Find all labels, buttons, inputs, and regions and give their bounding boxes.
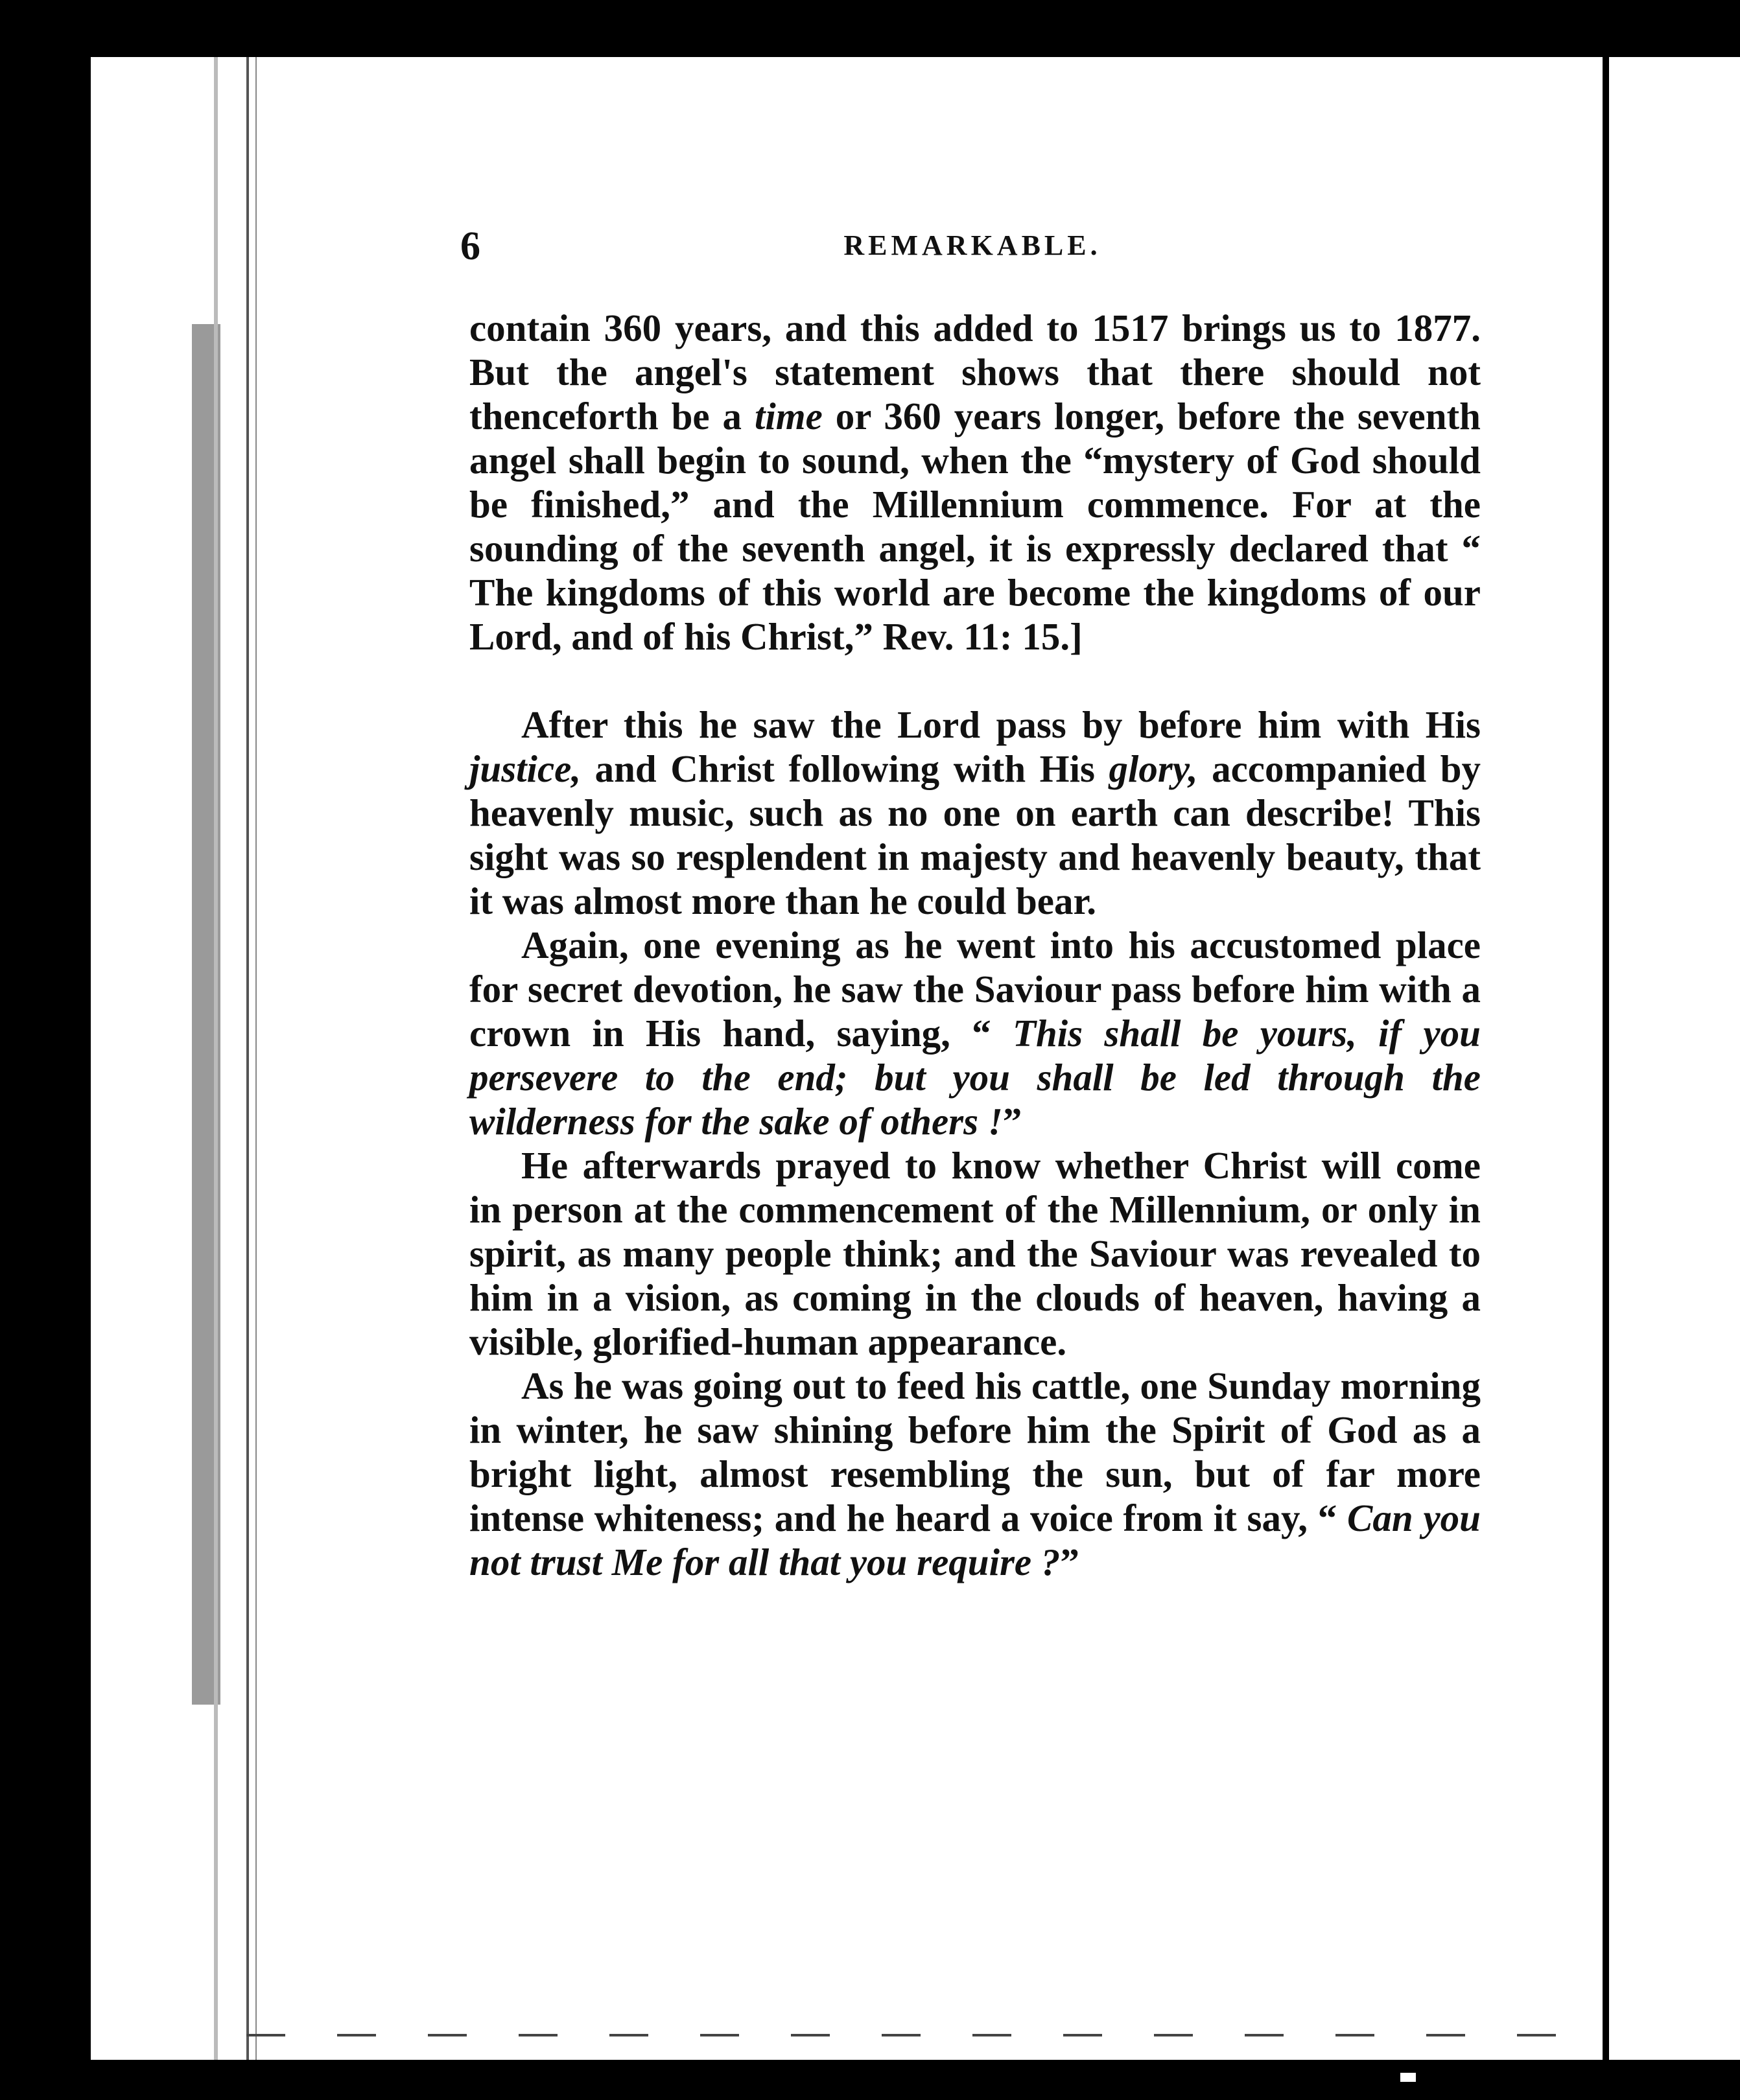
gutter-line	[255, 57, 257, 2060]
facing-page-edge	[1609, 57, 1740, 2060]
paragraph	[469, 1364, 1481, 1584]
text-run: ”	[1060, 1541, 1079, 1583]
paragraph	[469, 306, 1481, 659]
text-run: He afterwards prayed to know whether Christ will come in person at the commencement of the Millennium, or only in spirit, as many people think; and the Saviour was revealed to him in a vision, as coming in the clouds of heaven, having a visible, glorified-human appearance.	[469, 1144, 1481, 1363]
text-run: As he was going out to feed his cattle, one Sunday morning in winter, he saw shining before him the Spirit of God as a bright light, almost resembling the sun, but of far more intense whiteness; and he heard a voice from it say, “	[469, 1364, 1481, 1539]
italic-run: Can you not trust Me for all that you require ?	[469, 1497, 1481, 1583]
italic-run: glory,	[1109, 747, 1198, 790]
gutter-line	[246, 57, 249, 2060]
italic-run: This shall be yours, if you persevere to the end; but you shall be led through the wilderness for the sake of others !	[469, 1012, 1481, 1143]
paragraph	[469, 703, 1481, 923]
text-run: or 360 years longer, before the seventh angel shall begin to sound, when the “mystery of God should be finished,” and the Millennium commence. For at the sounding of the seventh angel, it is expressly declared that “ The kingdoms of this world are become the kingdoms of our Lord, and of his Christ,” Rev. 11: 15.]	[469, 395, 1481, 658]
scan-speck	[1400, 2073, 1416, 2082]
page-header	[460, 224, 1485, 269]
italic-run: justice,	[469, 747, 582, 790]
body-text	[469, 306, 1481, 1584]
paragraph	[469, 923, 1481, 1143]
bottom-rule	[246, 2034, 1601, 2036]
italic-run: time	[754, 395, 823, 438]
text-run: ”	[1002, 1100, 1022, 1143]
text-run: contain 360 years, and this added to 1517 brings us to 1877. But the angel's statement shows that there should not thenceforth be a	[469, 307, 1481, 438]
text-run: accompanied by heavenly music, such as no one on earth can describe! This sight was so resplendent in majesty and heavenly beauty, that it was almost more than he could bear.	[469, 747, 1481, 922]
page-edge	[1603, 57, 1609, 2060]
running-head: REMARKABLE.	[843, 229, 1101, 261]
paragraph	[469, 1143, 1481, 1364]
text-run: After this he saw the Lord pass by before him with His	[521, 703, 1481, 746]
text-run: and Christ following with His	[581, 747, 1109, 790]
text-run: Again, one evening as he went into his accustomed place for secret devotion, he saw the Saviour pass before him with a crown in His hand, saying, “	[469, 924, 1481, 1055]
gutter-line	[214, 57, 218, 2060]
page-number: 6	[460, 224, 480, 268]
